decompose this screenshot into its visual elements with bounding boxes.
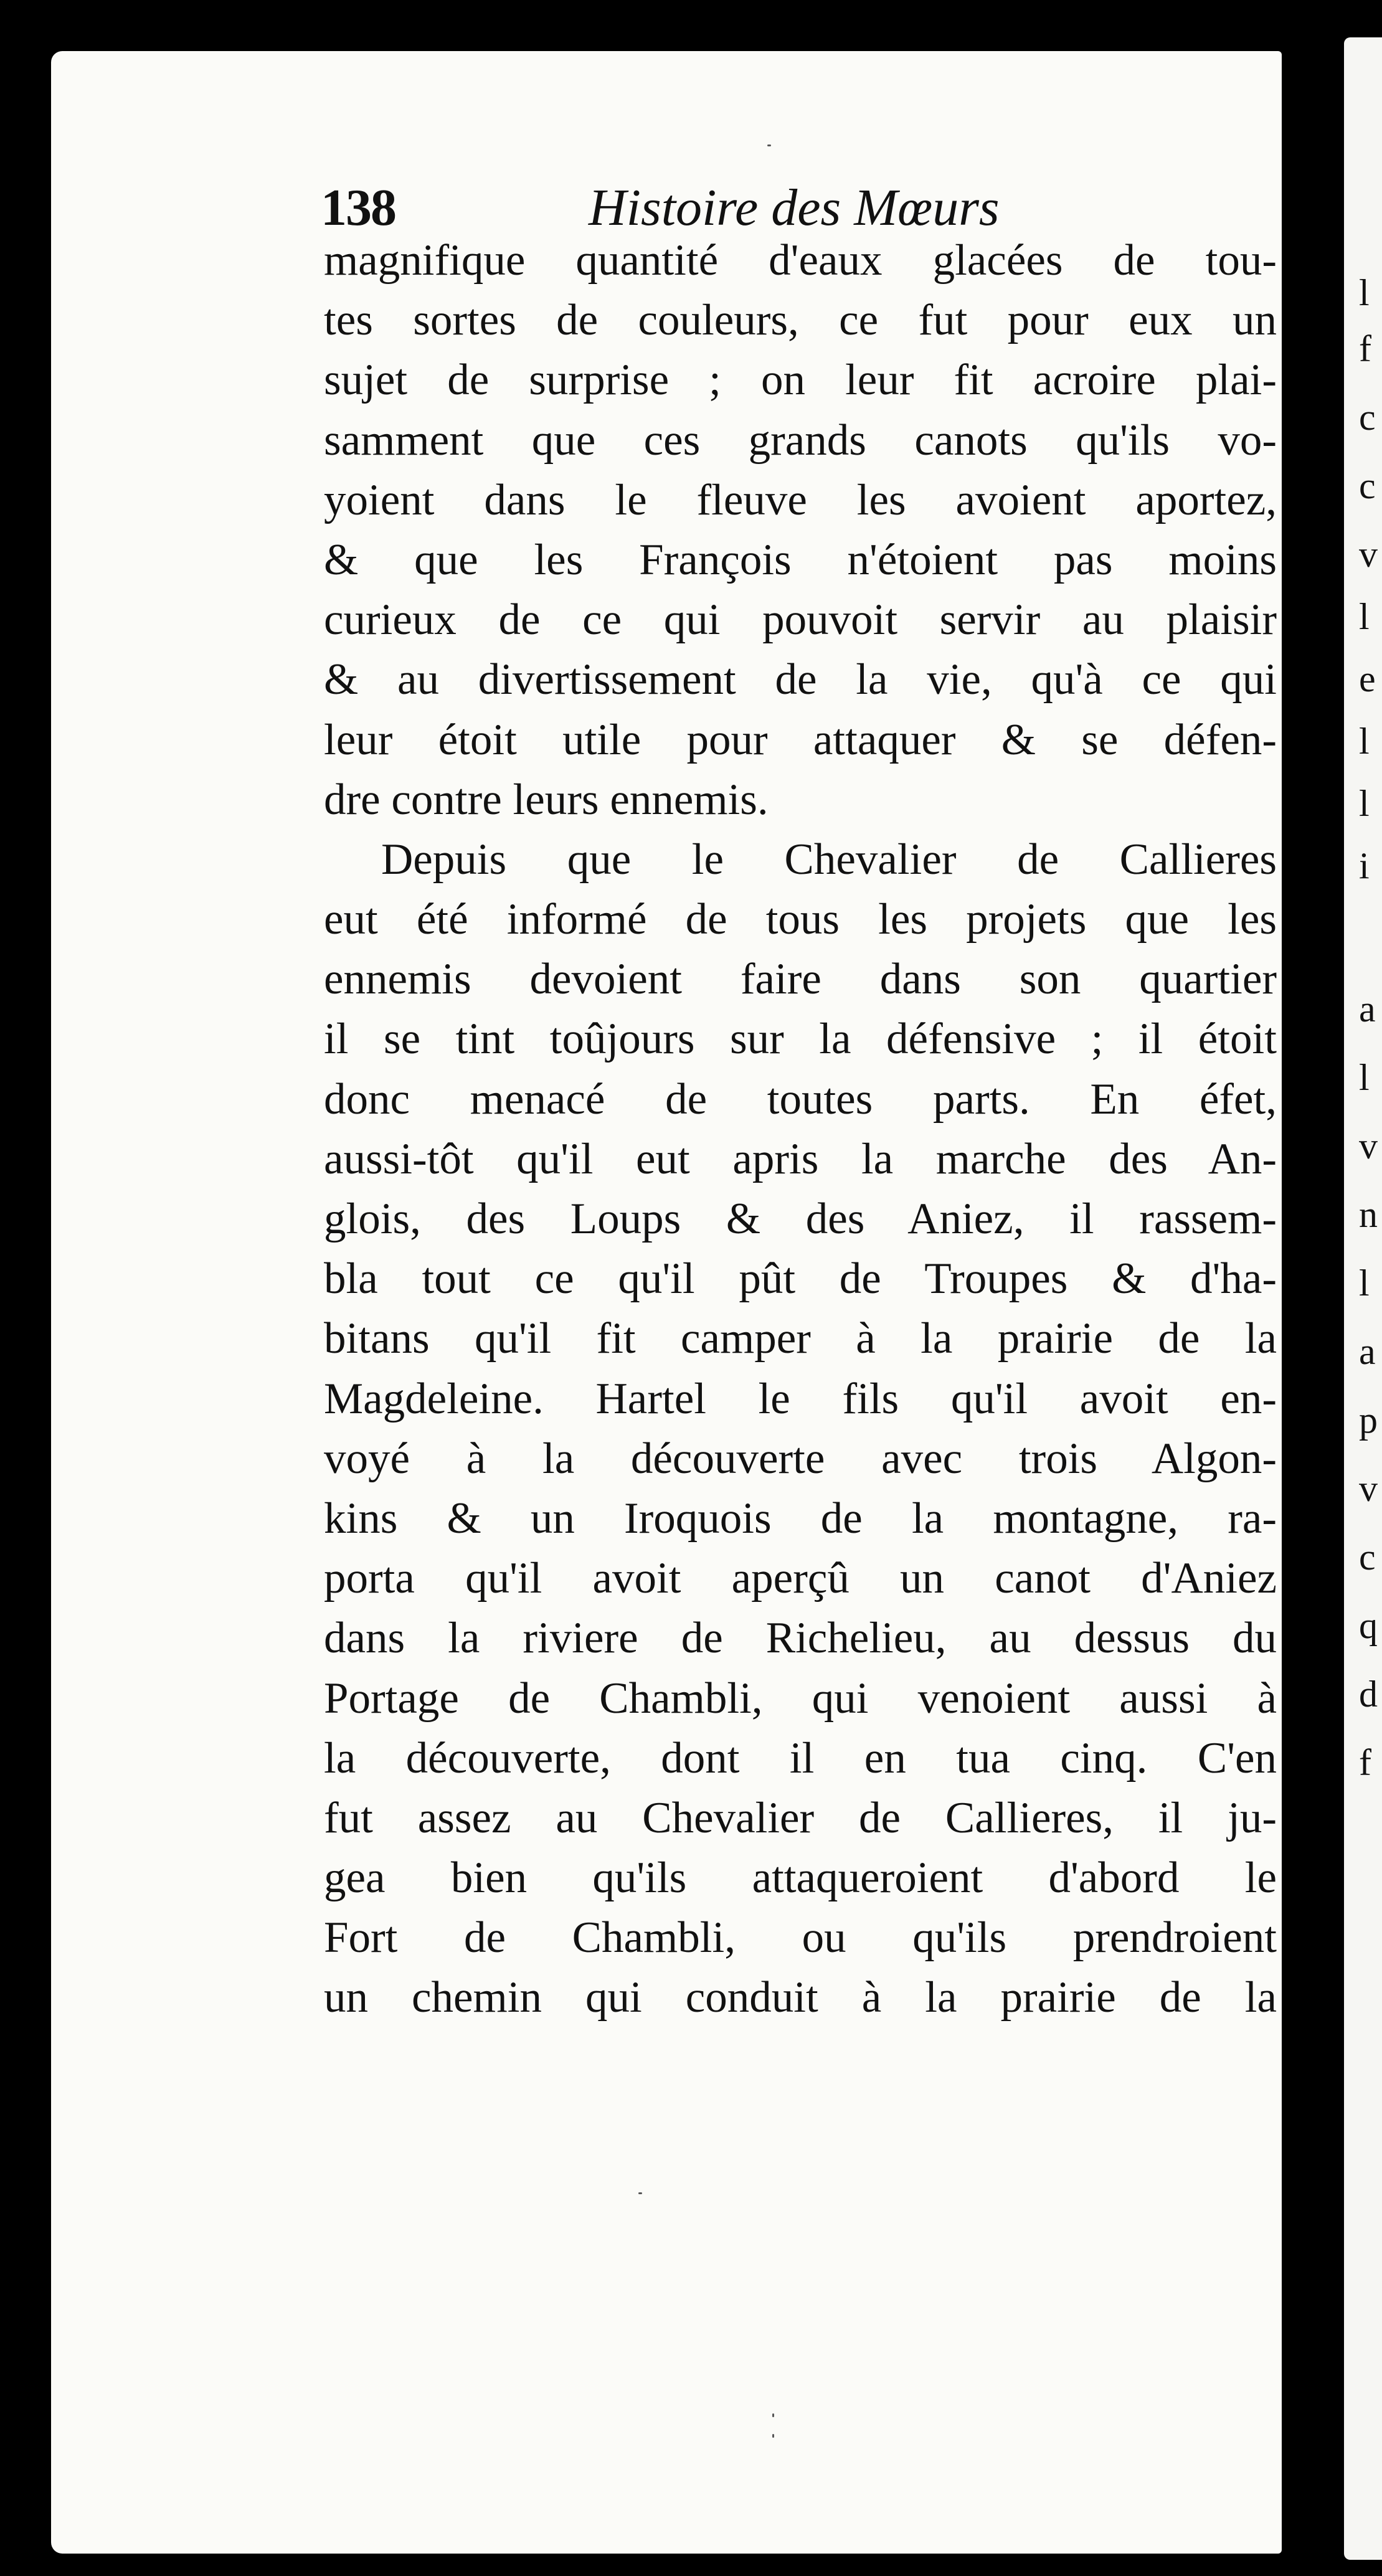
text-line: Magdeleine. Hartel le fils qu'il avoit en- [324,1374,1277,1423]
adjacent-page-letter: l [1359,1262,1370,1304]
text-line: aussi-tôt qu'il eut apris la marche des An- [324,1134,1277,1183]
adjacent-page-letter: d [1359,1674,1378,1715]
adjacent-page-letter: a [1359,988,1376,1030]
paper-speck [772,2413,774,2417]
running-title: Histoire des Mœurs [589,179,1000,237]
adjacent-page-letter: q [1359,1605,1378,1646]
adjacent-page-letter: e [1359,658,1376,699]
text-line: la découverte, dont il en tua cinq. C'en [324,1733,1277,1783]
adjacent-page-letter: p [1359,1399,1378,1441]
adjacent-page-letter: a [1359,1331,1376,1372]
adjacent-page-letter: l [1359,721,1370,762]
text-line: samment que ces grands canots qu'ils vo- [324,415,1277,465]
text-line: leur étoit utile pour attaquer & se défen- [324,715,1277,764]
text-line: bla tout ce qu'il pût de Troupes & d'ha- [324,1254,1277,1304]
paper-speck [638,2192,642,2194]
text-line: voyé à la découverte avec trois Algon- [324,1434,1277,1483]
text-line: il se tint toûjours sur la défensive ; il étoit [324,1015,1277,1064]
adjacent-page-letter: c [1359,465,1376,506]
adjacent-page-letter: l [1359,596,1370,637]
adjacent-page-letter: l [1359,272,1370,313]
text-line: kins & un Iroquois de la montagne, ra- [324,1494,1277,1543]
text-line: sujet de surprise ; on leur fit acroire plai- [324,356,1277,405]
adjacent-page-letter: v [1359,1468,1378,1509]
adjacent-page-letter: v [1359,1125,1378,1167]
text-line: porta qu'il avoit aperçû un canot d'Aniez [324,1554,1277,1603]
text-line: dans la riviere de Richelieu, au dessus du [324,1614,1277,1663]
adjacent-page-letter: f [1359,1742,1371,1783]
text-line: Fort de Chambli, ou qu'ils prendroient [324,1913,1277,1963]
text-line: & que les François n'étoient pas moins [324,535,1277,584]
page-number: 138 [321,179,395,237]
adjacent-page-letter: l [1359,1057,1370,1098]
text-line: bitans qu'il fit camper à la prairie de la [324,1314,1277,1363]
text-line: yoient dans le fleuve les avoient aportez, [324,475,1277,524]
text-line: un chemin qui conduit à la prairie de la [324,1973,1277,2022]
adjacent-page-letter: f [1359,328,1371,369]
text-line: glois, des Loups & des Aniez, il rassem- [324,1195,1277,1243]
paragraph-end-line: dre contre leurs ennemis. [324,775,769,824]
text-line: magnifique quantité d'eaux glacées de tou- [324,236,1277,285]
text-line: eut été informé de tous les projets que les [324,895,1277,944]
text-line: donc menacé de toutes parts. En éfet, [324,1074,1277,1124]
text-line: gea bien qu'ils attaqueroient d'abord le [324,1854,1277,1903]
adjacent-page-letter: c [1359,1537,1376,1578]
text-line: tes sortes de couleurs, ce fut pour eux un [324,296,1277,345]
adjacent-page-letter: v [1359,534,1378,575]
text-line: & au divertissement de la vie, qu'à ce qui [324,655,1277,704]
adjacent-page-letter: i [1359,845,1370,886]
paragraph-start-line: Depuis que le Chevalier de Callieres [381,835,1277,884]
adjacent-page-letter: l [1359,783,1370,824]
text-line: ennemis devoient faire dans son quartier [324,955,1277,1004]
adjacent-page-letter: c [1359,397,1376,438]
text-line: fut assez au Chevalier de Callieres, il ju- [324,1793,1277,1842]
paper-speck [767,144,771,146]
paper-speck [772,2434,774,2438]
adjacent-page-letter: n [1359,1194,1378,1235]
body-text [324,230,1277,2028]
text-line: Portage de Chambli, qui venoient aussi à [324,1674,1277,1723]
text-line: curieux de ce qui pouvoit servir au plaisir [324,595,1277,645]
